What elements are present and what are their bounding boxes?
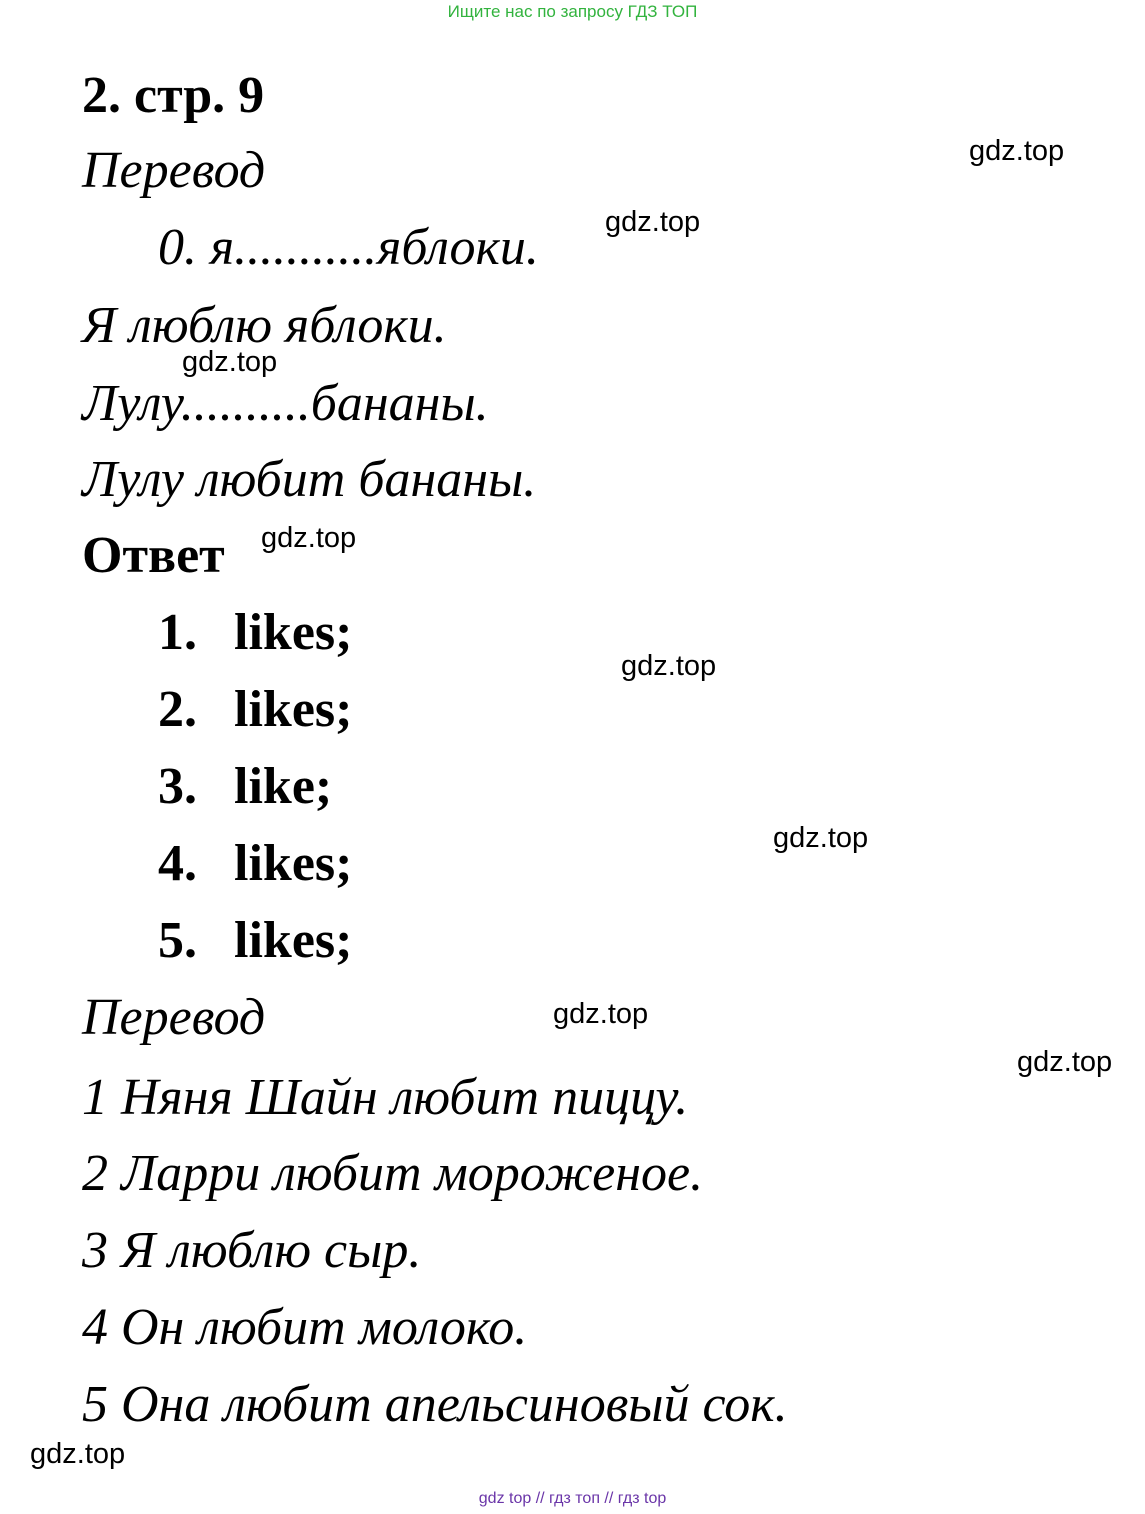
answer-text: like;: [234, 758, 333, 815]
example-translation: Я люблю яблоки.: [82, 297, 447, 354]
top-banner: Ищите нас по запросу ГДЗ ТОП: [447, 2, 698, 21]
answer-item-2: [158, 681, 353, 738]
translation-line-4: 4 Он любит молоко.: [82, 1299, 528, 1356]
watermark: gdz.top: [182, 346, 278, 378]
answer-number: 4.: [158, 835, 197, 892]
watermark: gdz.top: [605, 206, 701, 238]
watermark: gdz.top: [621, 650, 717, 682]
watermark: gdz.top: [553, 998, 649, 1030]
answer-item-3: [158, 758, 333, 815]
watermark: gdz.top: [261, 522, 357, 554]
answer-text: likes;: [234, 604, 353, 661]
example-task: 0. я...........яблоки.: [158, 219, 539, 276]
translation-line-3: 3 Я люблю сыр.: [82, 1222, 422, 1279]
watermark: gdz.top: [1017, 1046, 1113, 1078]
translation-line-2: 2 Ларри любит мороженое.: [82, 1145, 704, 1202]
footer-links: gdz top // гдз топ // гдз top: [478, 1490, 667, 1507]
lulu-task: Лулу..........бананы.: [82, 375, 489, 432]
translation-line-1: 1 Няня Шайн любит пиццу.: [82, 1069, 689, 1126]
translation-label-2: Перевод: [82, 989, 266, 1046]
answer-text: likes;: [234, 912, 353, 969]
answer-number: 2.: [158, 681, 197, 738]
watermark: gdz.top: [773, 822, 869, 854]
answer-number: 1.: [158, 604, 197, 661]
page-heading: 2. стр. 9: [82, 67, 265, 124]
answer-item-1: [158, 604, 353, 661]
answer-text: likes;: [234, 681, 353, 738]
translation-label: Перевод: [82, 142, 266, 199]
lulu-translation: Лулу любит бананы.: [82, 451, 537, 508]
watermark: gdz.top: [969, 135, 1065, 167]
answer-text: likes;: [234, 835, 353, 892]
watermark: gdz.top: [30, 1438, 126, 1470]
answer-label: Ответ: [82, 527, 225, 584]
answer-item-4: [158, 835, 353, 892]
answer-item-5: [158, 912, 353, 969]
answer-number: 3.: [158, 758, 197, 815]
translation-line-5: 5 Она любит апельсиновый сок.: [82, 1376, 788, 1433]
answer-number: 5.: [158, 912, 197, 969]
